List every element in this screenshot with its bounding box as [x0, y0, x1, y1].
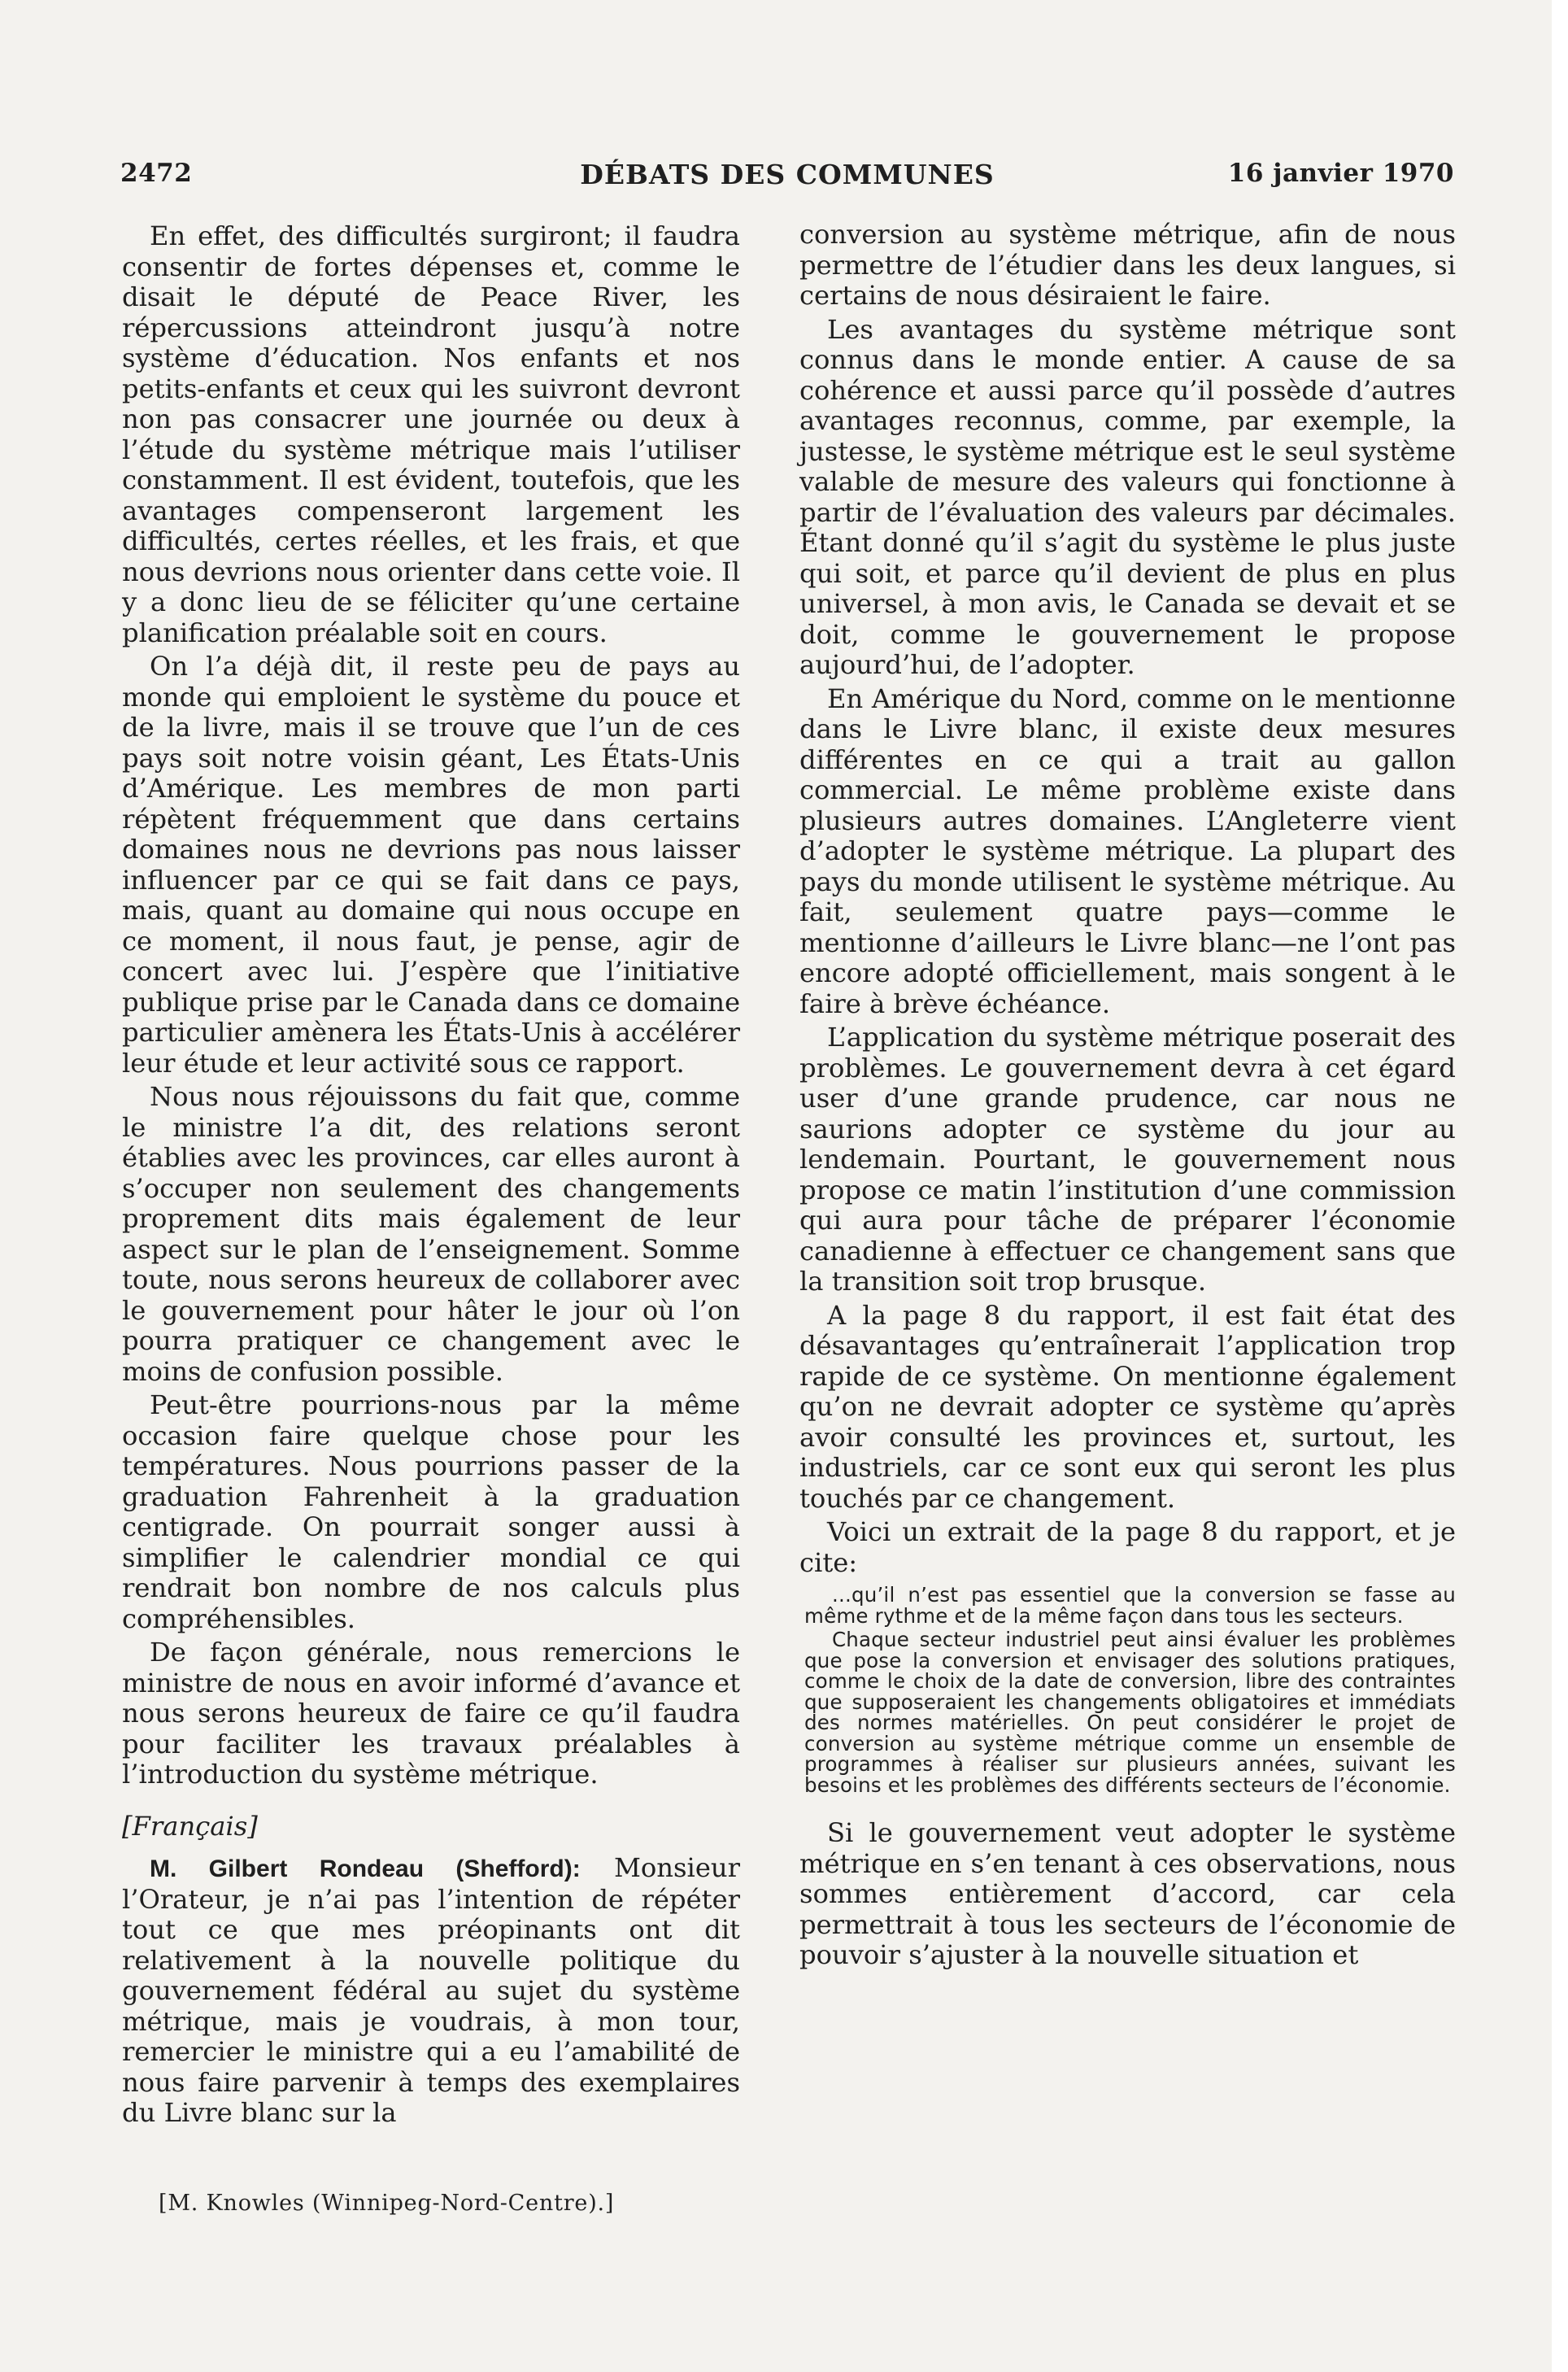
paragraph: Les avantages du système métrique sont connus dans le monde entier. A cause de sa cohérence et aussi parce qu’il possède d’autres avantages reconnus, comme, par exemple, la justesse, le système métrique est le seul système valable de mesure des valeurs qui fonctionne à partir de l’évaluation des valeurs par décimales. Étant donné qu’il s’agit du système le plus juste qui soit, et parce qu’il devient de plus en plus universel, à mon avis, le Canada se devait et se doit, comme le gouvernement le propose aujourd’hui, de l’adopter.	[799, 313, 1456, 680]
paragraph: On l’a déjà dit, il reste peu de pays au monde qui emploient le système du pouce et de la livre, mais il se trouve que l’un de ces pays soit notre voisin géant, Les États-Unis d’Amérique. Les membres de mon parti répètent fréquemment que dans certains domaines nous ne devrions pas nous laisser influencer par ce qui se fait dans ce pays, mais, quant au domaine qui nous occupe en ce moment, il nous faut, je pense, agir de concert avec lui. J’espère que l’initiative publique prise par le Canada dans ce domaine particulier amènera les États-Unis à accélérer leur étude et leur activité sous ce rapport.	[122, 651, 740, 1079]
paragraph: Nous nous réjouissons du fait que, comme le ministre l’a dit, des relations seront établies avec les provinces, car elles auront à s’occuper non seulement des changements proprement dits mais également de leur aspect sur le plan de l’enseignement. Somme toute, nous serons heureux de collaborer avec le gouvernement pour hâter le jour où l’on pourra pratiquer ce changement avec le moins de confusion possible.	[122, 1081, 740, 1387]
block-quote: ...qu’il n’est pas essentiel que la conversion se fasse au même rythme et de la même façon dans tous les secteurs.	[804, 1583, 1456, 1628]
page-number: 2472	[120, 159, 193, 188]
right-column	[799, 220, 1456, 1974]
page-date: 16 janvier 1970	[1227, 159, 1454, 188]
speech-text: Monsieur l’Orateur, je n’ai pas l’intention de répéter tout ce que mes préopinants ont dit relativement à la nouvelle politique du gouvernement fédéral au sujet du système métrique, mais je voudrais, à mon tour, remercier le ministre qui a eu l’amabilité de nous faire parvenir à temps des exemplaires du Livre blanc sur la	[122, 1852, 741, 2128]
paragraph: Si le gouvernement veut adopter le système métrique en s’en tenant à ces observations, nous sommes entièrement d’accord, car cela permettrait à tous les secteurs de l’économie de pouvoir s’ajuster à la nouvelle situation et	[799, 1817, 1456, 1970]
paragraph: conversion au système métrique, afin de nous permettre de l’étudier dans les deux langues, si certains de nous désiraient le faire.	[799, 219, 1456, 311]
speaker-name: M. Gilbert Rondeau (Shefford):	[150, 1855, 581, 1882]
paragraph: En Amérique du Nord, comme on le mentionne dans le Livre blanc, il existe deux mesures différentes en ce qui a trait au gallon commercial. Le même problème existe dans plusieurs autres domaines. L’Angleterre vient d’adopter le système métrique. La plupart des pays du monde utilisent le système métrique. Au fait, seulement quatre pays—comme le mentionne d’ailleurs le Livre blanc—ne l’ont pas encore adopté officiellement, mais songent à le faire à brève échéance.	[799, 682, 1456, 1019]
paragraph: A la page 8 du rapport, il est fait état des désavantages qu’entraînerait l’application trop rapide de ce système. On mentionne également qu’on ne devrait adopter ce système qu’après avoir consulté les provinces et, surtout, les industriels, car ce sont eux qui seront les plus touchés par ce changement.	[799, 1299, 1456, 1514]
page-margin	[1552, 0, 1568, 2372]
page-header	[120, 159, 1454, 199]
section-language-marker: [Français]	[122, 1810, 258, 1842]
paragraph: De façon générale, nous remercions le ministre de nous en avoir informé d’avance et nous serons heureux de faire ce qu’il faudra pour faciliter les travaux préalables à l’introduction du système métrique.	[122, 1637, 740, 1790]
paragraph: Peut-être pourrions-nous par la même occasion faire quelque chose pour les températures. Nous pourrions passer de la graduation Fahrenheit à la graduation centigrade. On pourrait songer aussi à simplifier le calendrier mondial ce qui rendrait bon nombre de nos calculs plus compréhensibles.	[122, 1389, 740, 1634]
left-column	[122, 221, 740, 2132]
page-title: DÉBATS DES COMMUNES	[580, 159, 995, 190]
speaker-paragraph	[122, 1853, 740, 2129]
block-quote: Chaque secteur industriel peut ainsi évaluer les problèmes que pose la conversion et envisager des solutions pratiques, comme le choix de la date de conversion, libre des contraintes que supposeraient les changements obligatoires et immédiats des normes matérielles. On peut considérer le projet de conversion au système métrique comme un ensemble de programmes à réaliser sur plusieurs années, suivant les besoins et les problèmes des différents secteurs de l’économie.	[804, 1628, 1456, 1797]
paragraph: L’application du système métrique poserait des problèmes. Le gouvernement devra à cet égard user d’une grande prudence, car nous ne saurions adopter ce système du jour au lendemain. Pourtant, le gouvernement nous propose ce matin l’institution d’une commission qui aura pour tâche de préparer l’économie canadienne à effectuer ce changement sans que la transition soit trop brusque.	[799, 1022, 1456, 1297]
page-footer: [M. Knowles (Winnipeg-Nord-Centre).]	[159, 2191, 615, 2216]
paragraph: Voici un extrait de la page 8 du rapport, et je cite:	[799, 1516, 1456, 1578]
paragraph: En effet, des difficultés surgiront; il faudra consentir de fortes dépenses et, comme le disait le député de Peace River, les répercussions atteindront jusqu’à notre système d’éducation. Nos enfants et nos petits-enfants et ceux qui les suivront devront non pas consacrer une journée ou deux à l’étude du système métrique mais l’utiliser constamment. Il est évident, toutefois, que les avantages compenseront largement les difficultés, certes réelles, et les frais, et que nous devrions nous orienter dans cette voie. Il y a donc lieu de se féliciter qu’une certaine planification préalable soit en cours.	[122, 220, 740, 648]
